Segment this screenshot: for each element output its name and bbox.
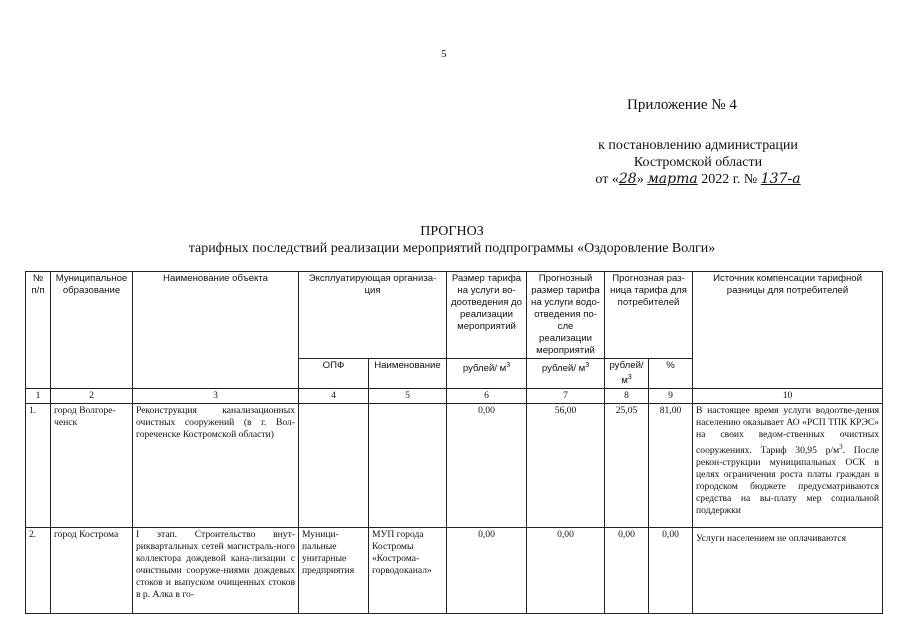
document-title — [0, 223, 904, 257]
header-object: Наименование объекта — [133, 272, 299, 389]
header-num: № п/п — [26, 272, 51, 389]
column-number: 8 — [605, 389, 649, 404]
row-number: 2. — [26, 528, 51, 614]
decree-line-2: Костромской области — [633, 155, 763, 170]
table-row — [26, 528, 883, 614]
title-line-2: тарифных последствий реализации мероприятий подпрограммы «Оздоровление Волги» — [188, 241, 716, 256]
unit-superscript: 3 — [506, 362, 511, 369]
unit-text: рублей/ м — [541, 363, 586, 375]
header-municipality: Муниципальное образование — [51, 272, 133, 389]
header-unit-diff — [605, 359, 649, 389]
row-diff-pct: 81,00 — [649, 404, 693, 528]
row-tariff-after: 56,00 — [527, 404, 605, 528]
row-source — [693, 528, 883, 614]
row-tariff-before: 0,00 — [447, 404, 527, 528]
header-tariff-before: Размер тарифа на услуги во-доотведения до реализации мероприятий — [447, 272, 527, 359]
column-number-row — [26, 389, 883, 404]
date-day: 28 — [618, 171, 637, 187]
column-number: 7 — [527, 389, 605, 404]
unit-text: рублей/ м — [609, 360, 644, 387]
date-prefix: от « — [595, 172, 619, 187]
row-diff-rub: 0,00 — [605, 528, 649, 614]
row-source — [693, 404, 883, 528]
row-tariff-after: 0,00 — [527, 528, 605, 614]
row-municipality: город Волгоре-ченск — [51, 404, 133, 528]
date-year: 2022 г. № — [697, 172, 761, 187]
row-diff-rub: 25,05 — [605, 404, 649, 528]
header-source: Источник компенсации тарифной разницы для потребителей — [693, 272, 883, 389]
header-name: Наименование — [369, 359, 447, 389]
row-diff-pct: 0,00 — [649, 528, 693, 614]
column-number: 3 — [133, 389, 299, 404]
header-row-1 — [26, 272, 883, 359]
source-text: Услуги населением не оплачиваются — [696, 533, 847, 545]
row-operator-name — [369, 404, 447, 528]
decree-reference — [548, 137, 848, 188]
row-object: Реконструкция канализационных очистных сооружений (в г. Вол-гореченске Костромской области) — [133, 404, 299, 528]
column-number: 6 — [447, 389, 527, 404]
column-number: 5 — [369, 389, 447, 404]
column-number: 1 — [26, 389, 51, 404]
column-number: 2 — [51, 389, 133, 404]
forecast-table — [25, 271, 883, 614]
unit-text: рублей/ м — [462, 363, 507, 375]
table-row — [26, 404, 883, 528]
row-opf: Муници-пальные унитарные предприятия — [299, 528, 369, 614]
date-month: марта — [647, 171, 698, 187]
appendix-title: Приложение № 4 — [627, 97, 737, 113]
header-difference: Прогнозная раз-ница тарифа для потребителей — [605, 272, 693, 359]
header-unit-before — [447, 359, 527, 389]
title-line-1: ПРОГНОЗ — [420, 224, 484, 239]
decree-line-1: к постановлению администрации — [598, 138, 798, 153]
decree-number: 137-а — [760, 171, 801, 187]
unit-superscript: 3 — [627, 374, 632, 381]
date-mid: » — [636, 172, 648, 187]
row-opf — [299, 404, 369, 528]
decree-date-line — [548, 171, 848, 188]
page-number: 5 — [441, 48, 447, 60]
row-municipality: город Кострома — [51, 528, 133, 614]
row-operator-name: МУП города Костромы «Кострома-горводоканал» — [369, 528, 447, 614]
header-operator: Эксплуатирующая организа-ция — [299, 272, 447, 359]
header-percent: % — [649, 359, 693, 389]
row-number: 1. — [26, 404, 51, 528]
header-tariff-after: Прогнозный размер тарифа на услуги водо-отведения по-сле реализации мероприятий — [527, 272, 605, 359]
unit-superscript: 3 — [585, 362, 590, 369]
source-superscript: 3 — [839, 443, 843, 452]
column-number: 9 — [649, 389, 693, 404]
column-number: 10 — [693, 389, 883, 404]
source-text: В настоящее время услуги водоотве-дения населению оказывает АО «РСП ТПК КРЭС» на своих ведом-ственных очистных сооружениях. Тариф 30,95 р/м — [696, 405, 880, 457]
row-object: I этап. Строительство внут-риквартальных сетей магистраль-ного коллектора дождевой кана-лизации с очистными сооруже-ниями дождевых стоков и выпуском очищенных стоков в р. Алка в го- — [133, 528, 299, 614]
row-tariff-before: 0,00 — [447, 528, 527, 614]
column-number: 4 — [299, 389, 369, 404]
source-text-continued: . После рекон-струкции муниципальных ОСК в целях ограничения роста платы граждан в городском бюджете предусматриваются средства на вы-плату мер социальной поддержки — [696, 445, 880, 517]
header-opf: ОПФ — [299, 359, 369, 389]
header-unit-after — [527, 359, 605, 389]
